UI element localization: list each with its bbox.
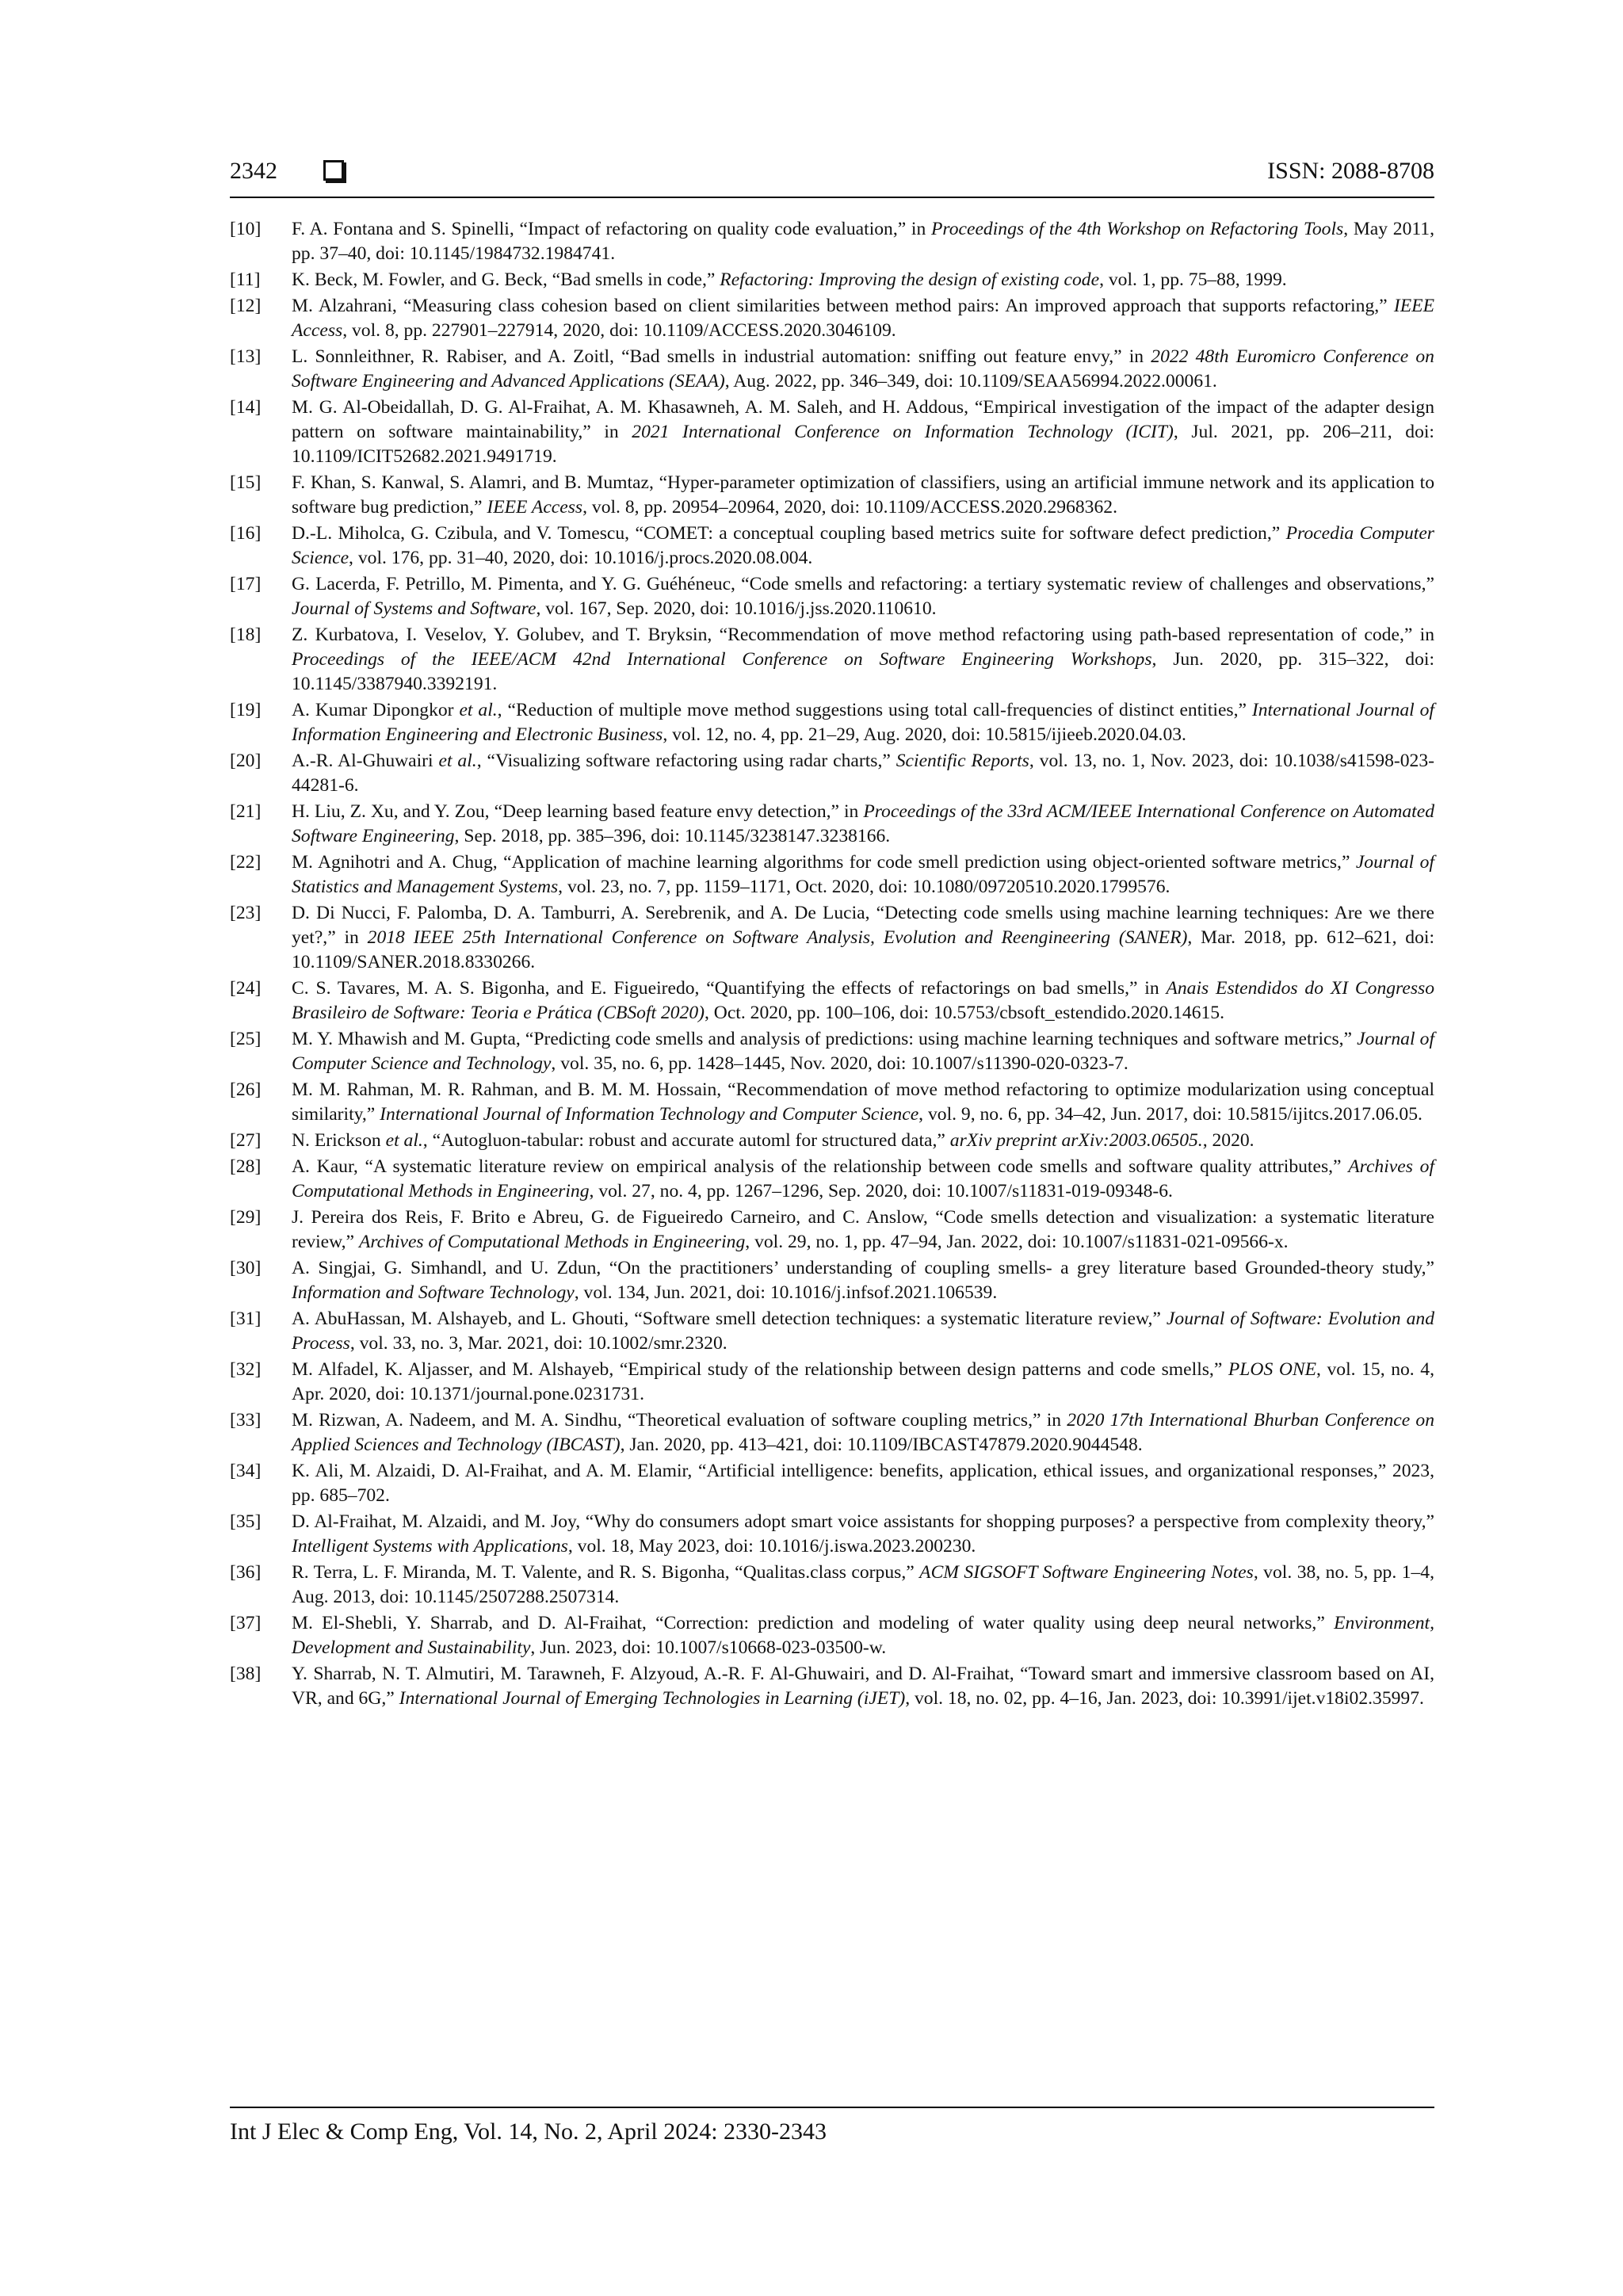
reference-number: [33] xyxy=(230,1410,262,1431)
reference-text xyxy=(292,1359,1434,1404)
reference-source-italic: Proceedings of the 33rd ACM/IEEE International Conference on Automated Software Engineering xyxy=(292,801,1434,846)
reference-number: [20] xyxy=(230,751,262,771)
reference-source-italic: Refactoring: Improving the design of existing code xyxy=(720,269,1100,290)
issn: ISSN: 2088-8708 xyxy=(1267,158,1434,184)
reference-text xyxy=(292,346,1434,392)
reference-number: [37] xyxy=(230,1613,262,1633)
reference-text xyxy=(292,219,1434,264)
reference-number: [22] xyxy=(230,852,262,873)
reference-text xyxy=(292,1258,1434,1303)
reference-segment: , vol. 23, no. 7, pp. 1159–1171, Oct. 2020, doi: 10.1080/09720510.2020.1799576. xyxy=(558,877,1170,897)
reference-item xyxy=(230,395,1434,469)
reference-segment: , Jun. 2023, doi: 10.1007/s10668-023-03500-w. xyxy=(530,1637,887,1658)
reference-source-italic: 2022 48th Euromicro Conference on Software Engineering and Advanced Applications (SEAA) xyxy=(292,346,1434,392)
reference-source-italic: IEEE Access xyxy=(487,497,583,518)
reference-text xyxy=(292,269,1287,290)
reference-segment: R. Terra, L. F. Miranda, M. T. Valente, and R. S. Bigonha, “Qualitas.class corpus,” xyxy=(292,1562,920,1583)
reference-segment: M. Y. Mhawish and M. Gupta, “Predicting code smells and analysis of predictions: using machine learning techniques and software metrics,” xyxy=(292,1029,1358,1049)
reference-segment: J. Pereira dos Reis, F. Brito e Abreu, G. de Figueiredo Carneiro, and C. Anslow, “Code smells detection and visualization: a systematic literature review,” xyxy=(292,1207,1434,1252)
reference-source-italic: et al. xyxy=(438,751,477,771)
reference-item xyxy=(230,1408,1434,1457)
reference-number: [38] xyxy=(230,1664,262,1684)
reference-text xyxy=(292,397,1434,467)
reference-item xyxy=(230,1205,1434,1255)
reference-number: [30] xyxy=(230,1258,262,1278)
reference-segment: Z. Kurbatova, I. Veselov, Y. Golubev, and T. Bryksin, “Recommendation of move method refactoring using path-based representation of code,” in xyxy=(292,625,1434,645)
reference-text xyxy=(292,852,1434,897)
reference-segment: A. Kumar Dipongkor xyxy=(292,700,460,720)
reference-segment: , Mar. 2018, pp. 612–621, doi: 10.1109/SANER.2018.8330266. xyxy=(292,927,1434,972)
reference-source-italic: Journal of Systems and Software xyxy=(292,598,537,619)
reference-segment: K. Ali, M. Alzaidi, D. Al-Fraihat, and A. M. Elamir, “Artificial intelligence: benefits, application, ethical issues, and organizational responses,” 2023, pp. 685–702. xyxy=(292,1461,1434,1506)
reference-number: [19] xyxy=(230,700,262,720)
reference-text xyxy=(292,1207,1434,1252)
reference-item xyxy=(230,850,1434,900)
reference-text xyxy=(292,700,1434,745)
reference-item xyxy=(230,521,1434,571)
reference-item xyxy=(230,901,1434,975)
reference-item xyxy=(230,749,1434,798)
reference-source-italic: International Journal of Information Engineering and Electronic Business xyxy=(292,700,1434,745)
reference-text xyxy=(292,1410,1434,1455)
reference-item xyxy=(230,217,1434,266)
page-footer xyxy=(230,2107,1434,2148)
reference-item xyxy=(230,1078,1434,1127)
reference-number: [13] xyxy=(230,346,262,367)
reference-number: [36] xyxy=(230,1562,262,1583)
reference-number: [16] xyxy=(230,523,262,544)
reference-number: [31] xyxy=(230,1308,262,1329)
reference-segment: D. Di Nucci, F. Palomba, D. A. Tamburri, A. Serebrenik, and A. De Lucia, “Detecting code smells using machine learning techniques: Are we there yet?,” in xyxy=(292,903,1434,948)
reference-source-italic: arXiv preprint arXiv:2003.06505. xyxy=(949,1130,1203,1151)
reference-text xyxy=(292,296,1434,341)
reference-number: [25] xyxy=(230,1029,262,1049)
reference-text xyxy=(292,574,1434,619)
reference-number: [28] xyxy=(230,1156,262,1177)
reference-number: [10] xyxy=(230,219,262,239)
reference-segment: , vol. 18, no. 02, pp. 4–16, Jan. 2023, doi: 10.3991/ijet.v18i02.35997. xyxy=(905,1688,1424,1709)
reference-segment: , vol. 8, pp. 20954–20964, 2020, doi: 10.1109/ACCESS.2020.2968362. xyxy=(582,497,1117,518)
reference-text xyxy=(292,801,1434,846)
reference-item xyxy=(230,976,1434,1026)
reference-segment: M. G. Al-Obeidallah, D. G. Al-Fraihat, A. M. Khasawneh, A. M. Saleh, and H. Addous, “Empirical investigation of the impact of the adapter design pattern on software maintainability,” in xyxy=(292,397,1434,442)
reference-segment: A. Singjai, G. Simhandl, and U. Zdun, “On the practitioners’ understanding of coupling smells- a grey literature based Grounded-theory study,” xyxy=(292,1258,1434,1278)
reference-item xyxy=(230,698,1434,747)
reference-segment: C. S. Tavares, M. A. S. Bigonha, and E. Figueiredo, “Quantifying the effects of refactorings on bad smells,” in xyxy=(292,978,1167,999)
reference-source-italic: International Journal of Emerging Technologies in Learning (iJET) xyxy=(399,1688,906,1709)
reference-item xyxy=(230,345,1434,394)
reference-text xyxy=(292,1308,1434,1354)
reference-number: [35] xyxy=(230,1511,262,1532)
page-number: 2342 xyxy=(230,158,277,184)
reference-number: [24] xyxy=(230,978,262,999)
reference-number: [15] xyxy=(230,472,262,493)
reference-source-italic: Information and Software Technology xyxy=(292,1282,575,1303)
reference-segment: N. Erickson xyxy=(292,1130,386,1151)
reference-text xyxy=(292,1029,1434,1074)
reference-number: [23] xyxy=(230,903,262,923)
reference-source-italic: Archives of Computational Methods in Engineering xyxy=(358,1232,746,1252)
reference-segment: , vol. 15, no. 4, Apr. 2020, doi: 10.1371/journal.pone.0231731. xyxy=(292,1359,1434,1404)
reference-text xyxy=(292,1130,1254,1151)
reference-source-italic: ACM SIGSOFT Software Engineering Notes xyxy=(919,1562,1254,1583)
reference-segment: , Sep. 2018, pp. 385–396, doi: 10.1145/3238147.3238166. xyxy=(454,826,891,846)
reference-item xyxy=(230,1129,1434,1153)
reference-source-italic: Proceedings of the IEEE/ACM 42nd International Conference on Software Engineering Workshops xyxy=(292,649,1152,670)
reference-number: [12] xyxy=(230,296,262,316)
reference-source-italic: PLOS ONE xyxy=(1228,1359,1317,1380)
reference-source-italic: Proceedings of the 4th Workshop on Refactoring Tools xyxy=(931,219,1344,239)
reference-segment: , Jul. 2021, pp. 206–211, doi: 10.1109/ICIT52682.2021.9491719. xyxy=(292,422,1434,467)
reference-segment: , May 2011, pp. 37–40, doi: 10.1145/1984732.1984741. xyxy=(292,219,1434,264)
reference-item xyxy=(230,623,1434,697)
reference-text xyxy=(292,1562,1434,1607)
reference-source-italic: Journal of Statistics and Management Systems xyxy=(292,852,1434,897)
reference-source-italic: et al. xyxy=(459,700,498,720)
reference-segment: , “Autogluon-tabular: robust and accurate automl for structured data,” xyxy=(422,1130,950,1151)
reference-text xyxy=(292,978,1434,1023)
reference-source-italic: 2018 IEEE 25th International Conference on Software Analysis, Evolution and Reengineering (SANER) xyxy=(367,927,1188,948)
reference-segment: , vol. 27, no. 4, pp. 1267–1296, Sep. 2020, doi: 10.1007/s11831-019-09348-6. xyxy=(589,1181,1173,1201)
reference-segment: M. Agnihotri and A. Chug, “Application of machine learning algorithms for code smell prediction using object-oriented software metrics,” xyxy=(292,852,1356,873)
reference-segment: M. Alzahrani, “Measuring class cohesion based on client similarities between method pairs: An improved approach that supports refactoring,” xyxy=(292,296,1394,316)
reference-segment: M. El-Shebli, Y. Sharrab, and D. Al-Fraihat, “Correction: prediction and modeling of water quality using deep neural networks,” xyxy=(292,1613,1335,1633)
reference-item xyxy=(230,1611,1434,1660)
reference-source-italic: Environment, Development and Sustainability xyxy=(292,1613,1434,1658)
reference-number: [27] xyxy=(230,1130,262,1151)
reference-segment: , “Visualizing software refactoring using radar charts,” xyxy=(476,751,896,771)
reference-segment: , Jan. 2020, pp. 413–421, doi: 10.1109/IBCAST47879.2020.9044548. xyxy=(620,1435,1143,1455)
reference-text xyxy=(292,1079,1434,1125)
footer-citation: Int J Elec & Comp Eng, Vol. 14, No. 2, April 2024: 2330-2343 xyxy=(230,2118,827,2145)
reference-segment: , Aug. 2022, pp. 346–349, doi: 10.1109/SEAA56994.2022.00061. xyxy=(724,371,1217,392)
reference-number: [17] xyxy=(230,574,262,594)
reference-source-italic: International Journal of Information Technology and Computer Science xyxy=(380,1104,919,1125)
reference-segment: L. Sonnleithner, R. Rabiser, and A. Zoitl, “Bad smells in industrial automation: sniffing out feature envy,” in xyxy=(292,346,1151,367)
reference-number: [29] xyxy=(230,1207,262,1228)
reference-segment: , vol. 38, no. 5, pp. 1–4, Aug. 2013, doi: 10.1145/2507288.2507314. xyxy=(292,1562,1434,1607)
reference-number: [21] xyxy=(230,801,262,822)
reference-source-italic: Journal of Computer Science and Technology xyxy=(292,1029,1434,1074)
reference-segment: M. Alfadel, K. Aljasser, and M. Alshayeb, “Empirical study of the relationship between design patterns and code smells,” xyxy=(292,1359,1228,1380)
reference-item xyxy=(230,1662,1434,1711)
reference-item xyxy=(230,1459,1434,1508)
reference-number: [18] xyxy=(230,625,262,645)
reference-segment: K. Beck, M. Fowler, and G. Beck, “Bad smells in code,” xyxy=(292,269,720,290)
reference-item xyxy=(230,471,1434,520)
page-header xyxy=(230,155,1434,198)
reference-segment: , Oct. 2020, pp. 100–106, doi: 10.5753/cbsoft_estendido.2020.14615. xyxy=(705,1003,1224,1023)
reference-segment: F. A. Fontana and S. Spinelli, “Impact of refactoring on quality code evaluation,” in xyxy=(292,219,931,239)
reference-segment: , Jun. 2020, pp. 315–322, doi: 10.1145/3387940.3392191. xyxy=(292,649,1435,694)
reference-source-italic: et al. xyxy=(385,1130,423,1151)
reference-text xyxy=(292,1156,1434,1201)
reference-segment: , vol. 134, Jun. 2021, doi: 10.1016/j.infsof.2021.106539. xyxy=(574,1282,998,1303)
reference-item xyxy=(230,1358,1434,1407)
reference-source-italic: Anais Estendidos do XI Congresso Brasileiro de Software: Teoria e Prática (CBSoft 2020) xyxy=(292,978,1434,1023)
reference-item xyxy=(230,294,1434,343)
reference-segment: , vol. 9, no. 6, pp. 34–42, Jun. 2017, doi: 10.5815/ijitcs.2017.06.05. xyxy=(918,1104,1423,1125)
reference-source-italic: IEEE Access xyxy=(292,296,1434,341)
reference-text xyxy=(292,1511,1434,1557)
reference-text xyxy=(292,903,1434,972)
reference-text xyxy=(292,625,1434,694)
reference-segment: , vol. 12, no. 4, pp. 21–29, Aug. 2020, doi: 10.5815/ijieeb.2020.04.03. xyxy=(663,724,1186,745)
reference-segment: , 2020. xyxy=(1202,1130,1254,1151)
reference-segment: , vol. 167, Sep. 2020, doi: 10.1016/j.jss.2020.110610. xyxy=(536,598,937,619)
reference-source-italic: Scientific Reports xyxy=(896,751,1029,771)
reference-segment: , “Reduction of multiple move method suggestions using total call-frequencies of distinct entities,” xyxy=(497,700,1252,720)
reference-segment: M. Rizwan, A. Nadeem, and M. A. Sindhu, “Theoretical evaluation of software coupling metrics,” in xyxy=(292,1410,1067,1431)
reference-segment: A. Kaur, “A systematic literature review on empirical analysis of the relationship between code smells and software quality attributes,” xyxy=(292,1156,1349,1177)
reference-source-italic: 2021 International Conference on Information Technology (ICIT) xyxy=(632,422,1174,442)
reference-source-italic: Archives of Computational Methods in Engineering xyxy=(292,1156,1434,1201)
reference-item xyxy=(230,800,1434,849)
reference-segment: A.-R. Al-Ghuwairi xyxy=(292,751,439,771)
reference-segment: , vol. 13, no. 1, Nov. 2023, doi: 10.1038/s41598-023-44281-6. xyxy=(292,751,1434,796)
reference-text xyxy=(292,523,1434,568)
reference-segment: , vol. 18, May 2023, doi: 10.1016/j.iswa.2023.200230. xyxy=(567,1536,976,1557)
reference-item xyxy=(230,572,1434,621)
reference-text xyxy=(292,751,1434,796)
reference-segment: , vol. 35, no. 6, pp. 1428–1445, Nov. 2020, doi: 10.1007/s11390-020-0323-7. xyxy=(551,1053,1128,1074)
reference-list xyxy=(230,217,1434,1713)
reference-segment: G. Lacerda, F. Petrillo, M. Pimenta, and Y. G. Guéhéneuc, “Code smells and refactoring: a tertiary systematic review of challenges and observations,” xyxy=(292,574,1434,594)
reference-text xyxy=(292,1664,1434,1709)
reference-text xyxy=(292,1613,1434,1658)
square-box-icon xyxy=(323,160,344,181)
reference-text xyxy=(292,1461,1434,1506)
reference-item xyxy=(230,1027,1434,1076)
reference-segment: , vol. 29, no. 1, pp. 47–94, Jan. 2022, doi: 10.1007/s11831-021-09566-x. xyxy=(745,1232,1289,1252)
reference-text xyxy=(292,472,1434,518)
reference-segment: A. AbuHassan, M. Alshayeb, and L. Ghouti, “Software smell detection techniques: a systematic literature review,” xyxy=(292,1308,1167,1329)
reference-source-italic: 2020 17th International Bhurban Conference on Applied Sciences and Technology (IBCAST) xyxy=(292,1410,1435,1455)
reference-item xyxy=(230,1307,1434,1356)
reference-item xyxy=(230,1155,1434,1204)
reference-number: [32] xyxy=(230,1359,262,1380)
reference-segment: Y. Sharrab, N. T. Almutiri, M. Tarawneh, F. Alzyoud, A.-R. F. Al-Ghuwairi, and D. Al-Fraihat, “Toward smart and immersive classroom based on AI, VR, and 6G,” xyxy=(292,1664,1434,1709)
reference-number: [26] xyxy=(230,1079,262,1100)
reference-number: [11] xyxy=(230,269,261,290)
reference-segment: , vol. 33, no. 3, Mar. 2021, doi: 10.1002/smr.2320. xyxy=(349,1333,727,1354)
reference-item xyxy=(230,1510,1434,1559)
reference-number: [34] xyxy=(230,1461,262,1481)
reference-item xyxy=(230,1256,1434,1305)
reference-segment: , vol. 1, pp. 75–88, 1999. xyxy=(1099,269,1287,290)
reference-item xyxy=(230,1561,1434,1610)
reference-segment: D. Al-Fraihat, M. Alzaidi, and M. Joy, “Why do consumers adopt smart voice assistants for shopping purposes? a perspective from complexity theory,” xyxy=(292,1511,1434,1532)
reference-item xyxy=(230,268,1434,292)
reference-source-italic: Procedia Computer Science xyxy=(292,523,1434,568)
reference-segment: H. Liu, Z. Xu, and Y. Zou, “Deep learning based feature envy detection,” in xyxy=(292,801,864,822)
reference-source-italic: Intelligent Systems with Applications xyxy=(292,1536,568,1557)
reference-segment: , vol. 8, pp. 227901–227914, 2020, doi: 10.1109/ACCESS.2020.3046109. xyxy=(342,320,896,341)
reference-segment: F. Khan, S. Kanwal, S. Alamri, and B. Mumtaz, “Hyper-parameter optimization of classifiers, using an artificial immune network and its application to software bug prediction,” xyxy=(292,472,1434,518)
reference-segment: , vol. 176, pp. 31–40, 2020, doi: 10.1016/j.procs.2020.08.004. xyxy=(349,548,813,568)
reference-number: [14] xyxy=(230,397,262,418)
reference-segment: D.-L. Miholca, G. Czibula, and V. Tomescu, “COMET: a conceptual coupling based metrics suite for software defect prediction,” xyxy=(292,523,1286,544)
reference-source-italic: Journal of Software: Evolution and Process xyxy=(292,1308,1435,1354)
reference-segment: M. M. Rahman, M. R. Rahman, and B. M. M. Hossain, “Recommendation of move method refactoring to optimize modularization using conceptual similarity,” xyxy=(292,1079,1434,1125)
